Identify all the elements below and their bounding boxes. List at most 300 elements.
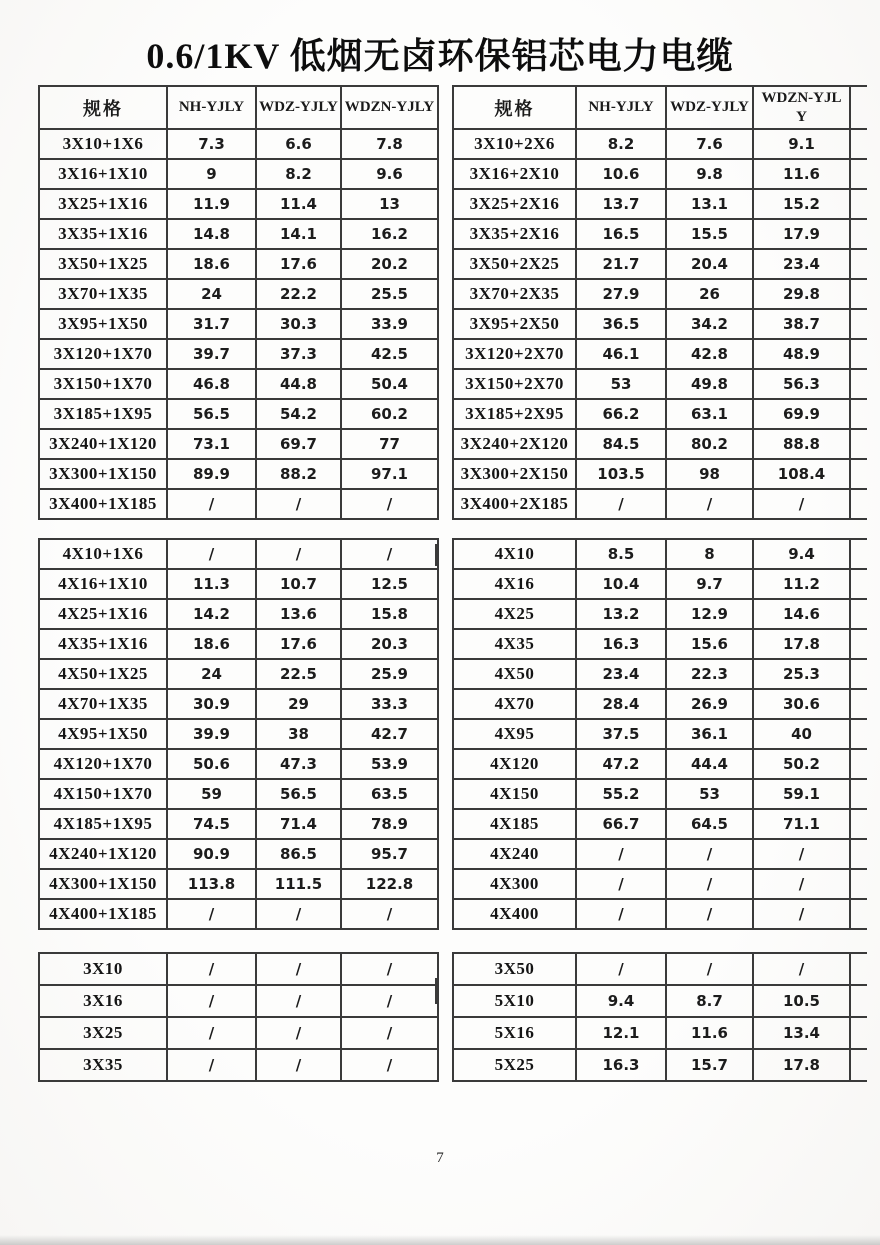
value-cell: 55.2 [576, 779, 666, 809]
value-cell: 22.2 [256, 279, 341, 309]
spec-cell: 4X400 [453, 899, 576, 929]
table-row [453, 399, 867, 429]
cutoff-column-cell [850, 809, 867, 839]
value-cell: 17.6 [256, 629, 341, 659]
value-cell: 23.4 [753, 249, 850, 279]
table-row [39, 599, 438, 629]
spec-cell: 3X35+1X16 [39, 219, 167, 249]
value-cell: 8 [666, 539, 753, 569]
spec-cell: 4X240 [453, 839, 576, 869]
value-cell: 86.5 [256, 839, 341, 869]
table-row [453, 129, 867, 159]
cutoff-column-cell [850, 899, 867, 929]
table-row [453, 953, 867, 985]
header-row [453, 86, 867, 129]
cutoff-column-cell [850, 1017, 867, 1049]
spec-cell: 4X185 [453, 809, 576, 839]
table-row [453, 599, 867, 629]
header-line-2: Y [796, 108, 807, 125]
value-cell: 14.2 [167, 599, 256, 629]
value-cell: / [753, 839, 850, 869]
value-cell: 13.1 [666, 189, 753, 219]
spec-cell: 4X10+1X6 [39, 539, 167, 569]
col-header-spec: 规格 [453, 86, 576, 129]
spec-cell: 3X185+2X95 [453, 399, 576, 429]
value-cell: / [341, 489, 438, 519]
value-cell: 37.5 [576, 719, 666, 749]
value-cell: 15.8 [341, 599, 438, 629]
col-header-wdz-yjly: WDZ-YJLY [256, 86, 341, 129]
value-cell: 9.4 [753, 539, 850, 569]
cutoff-column-cell [850, 189, 867, 219]
table-row [39, 809, 438, 839]
value-cell: 34.2 [666, 309, 753, 339]
value-cell: / [167, 899, 256, 929]
value-cell: 90.9 [167, 839, 256, 869]
table-right-1 [452, 85, 867, 520]
spec-cell: 5X10 [453, 985, 576, 1017]
value-cell: / [341, 985, 438, 1017]
table-right-3 [452, 952, 867, 1082]
value-cell: 48.9 [753, 339, 850, 369]
value-cell: 30.9 [167, 689, 256, 719]
spec-cell: 3X35 [39, 1049, 167, 1081]
value-cell: 15.6 [666, 629, 753, 659]
value-cell: 69.9 [753, 399, 850, 429]
value-cell: 77 [341, 429, 438, 459]
col-header-spec: 规格 [39, 86, 167, 129]
cutoff-column-cell [850, 599, 867, 629]
spec-cell: 4X25 [453, 599, 576, 629]
value-cell: 15.5 [666, 219, 753, 249]
spec-cell: 5X16 [453, 1017, 576, 1049]
value-cell: 28.4 [576, 689, 666, 719]
value-cell: 17.8 [753, 629, 850, 659]
value-cell: / [666, 953, 753, 985]
value-cell: 13.4 [753, 1017, 850, 1049]
table-border-bridge [435, 978, 437, 1004]
value-cell: 14.6 [753, 599, 850, 629]
value-cell: 15.2 [753, 189, 850, 219]
spec-cell: 3X400+2X185 [453, 489, 576, 519]
value-cell: 31.7 [167, 309, 256, 339]
table-row [453, 629, 867, 659]
table-row [39, 869, 438, 899]
value-cell: 24 [167, 659, 256, 689]
col-header-nh-yjly: NH-YJLY [167, 86, 256, 129]
cutoff-column-cell [850, 399, 867, 429]
table-row [453, 459, 867, 489]
value-cell: / [256, 1017, 341, 1049]
value-cell: 36.1 [666, 719, 753, 749]
value-cell: 14.1 [256, 219, 341, 249]
value-cell: 69.7 [256, 429, 341, 459]
value-cell: 11.6 [753, 159, 850, 189]
value-cell: / [576, 953, 666, 985]
value-cell: 8.2 [256, 159, 341, 189]
value-cell: 56.5 [256, 779, 341, 809]
value-cell: 74.5 [167, 809, 256, 839]
table-row [453, 279, 867, 309]
table-row [39, 459, 438, 489]
spec-cell: 3X50+2X25 [453, 249, 576, 279]
value-cell: 29 [256, 689, 341, 719]
value-cell: 10.6 [576, 159, 666, 189]
table-row [453, 749, 867, 779]
value-cell: 42.5 [341, 339, 438, 369]
spec-cell: 4X300+1X150 [39, 869, 167, 899]
header-line-1: WDZN-YJL [761, 89, 842, 106]
spec-cell: 3X95+1X50 [39, 309, 167, 339]
table-row [39, 309, 438, 339]
value-cell: 26 [666, 279, 753, 309]
table-row [453, 719, 867, 749]
cutoff-column-cell [850, 159, 867, 189]
value-cell: 9.7 [666, 569, 753, 599]
table-row [39, 429, 438, 459]
table-row [39, 489, 438, 519]
value-cell: 50.6 [167, 749, 256, 779]
value-cell: 53 [576, 369, 666, 399]
table-row [453, 569, 867, 599]
spec-cell: 4X240+1X120 [39, 839, 167, 869]
value-cell: 60.2 [341, 399, 438, 429]
cutoff-column-cell [850, 129, 867, 159]
value-cell: 25.5 [341, 279, 438, 309]
cutoff-column-cell [850, 569, 867, 599]
value-cell: 53 [666, 779, 753, 809]
cutoff-column-cell [850, 779, 867, 809]
spec-cell: 3X25 [39, 1017, 167, 1049]
cutoff-column-cell [850, 749, 867, 779]
spec-cell: 4X120+1X70 [39, 749, 167, 779]
table-row [39, 899, 438, 929]
value-cell: 16.5 [576, 219, 666, 249]
value-cell: 10.5 [753, 985, 850, 1017]
spec-cell: 5X25 [453, 1049, 576, 1081]
value-cell: / [753, 489, 850, 519]
cutoff-column-cell [850, 689, 867, 719]
value-cell: 108.4 [753, 459, 850, 489]
spec-cell: 3X300+1X150 [39, 459, 167, 489]
table-row [39, 539, 438, 569]
value-cell: 17.9 [753, 219, 850, 249]
value-cell: 50.4 [341, 369, 438, 399]
table-left-2 [38, 538, 439, 930]
cutoff-column-cell [850, 279, 867, 309]
value-cell: 88.8 [753, 429, 850, 459]
table-left-1 [38, 85, 439, 520]
value-cell: / [753, 869, 850, 899]
value-cell: 25.9 [341, 659, 438, 689]
table-row [39, 953, 438, 985]
value-cell: 46.8 [167, 369, 256, 399]
table-row [39, 779, 438, 809]
table-row [453, 985, 867, 1017]
value-cell: 98 [666, 459, 753, 489]
table-row [453, 1017, 867, 1049]
table-left-3 [38, 952, 439, 1082]
spec-cell: 4X16+1X10 [39, 569, 167, 599]
table-row [39, 159, 438, 189]
spec-cell: 4X25+1X16 [39, 599, 167, 629]
value-cell: / [167, 985, 256, 1017]
value-cell: 111.5 [256, 869, 341, 899]
value-cell: 59 [167, 779, 256, 809]
value-cell: 9.4 [576, 985, 666, 1017]
value-cell: 22.5 [256, 659, 341, 689]
table-row [453, 429, 867, 459]
value-cell: 53.9 [341, 749, 438, 779]
col-header-wdz-yjly: WDZ-YJLY [666, 86, 753, 129]
value-cell: 13.2 [576, 599, 666, 629]
spec-cell: 4X120 [453, 749, 576, 779]
value-cell: 33.9 [341, 309, 438, 339]
table-border-bridge [435, 544, 437, 566]
spec-cell: 3X120+1X70 [39, 339, 167, 369]
table-row [453, 809, 867, 839]
value-cell: 63.5 [341, 779, 438, 809]
value-cell: 73.1 [167, 429, 256, 459]
table-row [453, 489, 867, 519]
table-row [453, 779, 867, 809]
col-header-wdzn-yjly [753, 86, 850, 129]
spec-cell: 3X300+2X150 [453, 459, 576, 489]
table-border-bridge [452, 978, 454, 1004]
spec-cell: 4X300 [453, 869, 576, 899]
value-cell: 80.2 [666, 429, 753, 459]
value-cell: / [666, 839, 753, 869]
value-cell: / [666, 899, 753, 929]
table-row [453, 899, 867, 929]
spec-cell: 4X400+1X185 [39, 899, 167, 929]
value-cell: 11.3 [167, 569, 256, 599]
cutoff-column-cell [850, 539, 867, 569]
table-row [453, 689, 867, 719]
table-row [453, 1049, 867, 1081]
value-cell: 36.5 [576, 309, 666, 339]
table-row [453, 659, 867, 689]
table-row [39, 1017, 438, 1049]
table-row [39, 719, 438, 749]
value-cell: 33.3 [341, 689, 438, 719]
table-row [39, 839, 438, 869]
value-cell: 26.9 [666, 689, 753, 719]
spec-cell: 3X16+2X10 [453, 159, 576, 189]
table-row [453, 309, 867, 339]
spec-cell: 4X95+1X50 [39, 719, 167, 749]
spec-cell: 3X95+2X50 [453, 309, 576, 339]
table-row [39, 279, 438, 309]
value-cell: 44.4 [666, 749, 753, 779]
value-cell: / [341, 1049, 438, 1081]
value-cell: 59.1 [753, 779, 850, 809]
value-cell: 13 [341, 189, 438, 219]
value-cell: 18.6 [167, 249, 256, 279]
value-cell: 38.7 [753, 309, 850, 339]
value-cell: 11.9 [167, 189, 256, 219]
value-cell: 9 [167, 159, 256, 189]
value-cell: 50.2 [753, 749, 850, 779]
value-cell: / [167, 1049, 256, 1081]
value-cell: 10.7 [256, 569, 341, 599]
spec-cell: 3X70+2X35 [453, 279, 576, 309]
value-cell: 9.1 [753, 129, 850, 159]
value-cell: 113.8 [167, 869, 256, 899]
cutoff-column-cell [850, 86, 867, 129]
value-cell: 18.6 [167, 629, 256, 659]
value-cell: / [576, 839, 666, 869]
value-cell: 10.4 [576, 569, 666, 599]
page-title: 0.6/1KV 低烟无卤环保铝芯电力电缆 [146, 36, 734, 76]
value-cell: 42.7 [341, 719, 438, 749]
col-header-nh-yjly: NH-YJLY [576, 86, 666, 129]
table-row [39, 1049, 438, 1081]
value-cell: 89.9 [167, 459, 256, 489]
spec-cell: 3X16+1X10 [39, 159, 167, 189]
spec-cell: 4X16 [453, 569, 576, 599]
col-header-wdzn-yjly: WDZN-YJLY [341, 86, 438, 129]
table-row [39, 689, 438, 719]
table-row [39, 985, 438, 1017]
table-row [453, 219, 867, 249]
spec-cell: 3X10+2X6 [453, 129, 576, 159]
cutoff-column-cell [850, 219, 867, 249]
value-cell: 13.6 [256, 599, 341, 629]
table-row [453, 339, 867, 369]
value-cell: 8.2 [576, 129, 666, 159]
value-cell: / [256, 489, 341, 519]
value-cell: / [256, 1049, 341, 1081]
value-cell: 46.1 [576, 339, 666, 369]
value-cell: 44.8 [256, 369, 341, 399]
value-cell: 7.3 [167, 129, 256, 159]
value-cell: 49.8 [666, 369, 753, 399]
spec-cell: 3X185+1X95 [39, 399, 167, 429]
cutoff-column-cell [850, 953, 867, 985]
value-cell: 11.6 [666, 1017, 753, 1049]
cutoff-column-cell [850, 489, 867, 519]
value-cell: 66.2 [576, 399, 666, 429]
value-cell: / [576, 489, 666, 519]
value-cell: / [167, 953, 256, 985]
value-cell: 66.7 [576, 809, 666, 839]
table-right-2 [452, 538, 867, 930]
spec-cell: 3X25+1X16 [39, 189, 167, 219]
left-table-group [38, 85, 439, 1082]
table-row [39, 569, 438, 599]
value-cell: 22.3 [666, 659, 753, 689]
value-cell: 84.5 [576, 429, 666, 459]
spec-cell: 4X70+1X35 [39, 689, 167, 719]
cutoff-column-cell [850, 719, 867, 749]
value-cell: 7.6 [666, 129, 753, 159]
table-row [39, 369, 438, 399]
table-border-bridge [452, 544, 454, 566]
page-number: 7 [436, 1150, 444, 1166]
spec-cell: 4X10 [453, 539, 576, 569]
spec-cell: 4X185+1X95 [39, 809, 167, 839]
spec-cell: 4X50 [453, 659, 576, 689]
table-row [39, 749, 438, 779]
value-cell: 122.8 [341, 869, 438, 899]
value-cell: 12.5 [341, 569, 438, 599]
value-cell: / [341, 953, 438, 985]
spec-cell: 3X120+2X70 [453, 339, 576, 369]
table-row [453, 539, 867, 569]
value-cell: / [576, 869, 666, 899]
spec-cell: 4X95 [453, 719, 576, 749]
value-cell: 37.3 [256, 339, 341, 369]
spec-cell: 3X150+2X70 [453, 369, 576, 399]
table-row [39, 219, 438, 249]
value-cell: 16.3 [576, 1049, 666, 1081]
value-cell: 23.4 [576, 659, 666, 689]
spec-cell: 3X25+2X16 [453, 189, 576, 219]
value-cell: 25.3 [753, 659, 850, 689]
spec-cell: 3X400+1X185 [39, 489, 167, 519]
value-cell: 27.9 [576, 279, 666, 309]
value-cell: / [576, 899, 666, 929]
value-cell: 11.4 [256, 189, 341, 219]
value-cell: 39.9 [167, 719, 256, 749]
cutoff-column-cell [850, 309, 867, 339]
value-cell: 17.6 [256, 249, 341, 279]
value-cell: 15.7 [666, 1049, 753, 1081]
spec-cell: 3X10+1X6 [39, 129, 167, 159]
value-cell: / [167, 539, 256, 569]
value-cell: 12.1 [576, 1017, 666, 1049]
value-cell: 54.2 [256, 399, 341, 429]
value-cell: 21.7 [576, 249, 666, 279]
spec-cell: 4X50+1X25 [39, 659, 167, 689]
value-cell: 56.3 [753, 369, 850, 399]
value-cell: 29.8 [753, 279, 850, 309]
value-cell: 14.8 [167, 219, 256, 249]
cutoff-column-cell [850, 369, 867, 399]
value-cell: 71.1 [753, 809, 850, 839]
value-cell: / [256, 899, 341, 929]
value-cell: 71.4 [256, 809, 341, 839]
value-cell: 7.8 [341, 129, 438, 159]
table-row [39, 629, 438, 659]
spec-cell: 4X35+1X16 [39, 629, 167, 659]
spec-cell: 3X240+1X120 [39, 429, 167, 459]
spec-cell: 3X70+1X35 [39, 279, 167, 309]
table-row [39, 249, 438, 279]
value-cell: / [341, 539, 438, 569]
spec-cell: 3X50+1X25 [39, 249, 167, 279]
cutoff-column-cell [850, 659, 867, 689]
value-cell: 97.1 [341, 459, 438, 489]
spec-cell: 3X10 [39, 953, 167, 985]
value-cell: / [666, 489, 753, 519]
value-cell: / [167, 1017, 256, 1049]
scan-edge-shadow [0, 1235, 880, 1245]
cutoff-column-cell [850, 459, 867, 489]
value-cell: 12.9 [666, 599, 753, 629]
cutoff-column-cell [850, 985, 867, 1017]
value-cell: 56.5 [167, 399, 256, 429]
cutoff-column-cell [850, 249, 867, 279]
cutoff-column-cell [850, 629, 867, 659]
table-row [453, 839, 867, 869]
value-cell: 6.6 [256, 129, 341, 159]
value-cell: / [341, 899, 438, 929]
table-row [39, 659, 438, 689]
value-cell: 30.6 [753, 689, 850, 719]
value-cell: 78.9 [341, 809, 438, 839]
